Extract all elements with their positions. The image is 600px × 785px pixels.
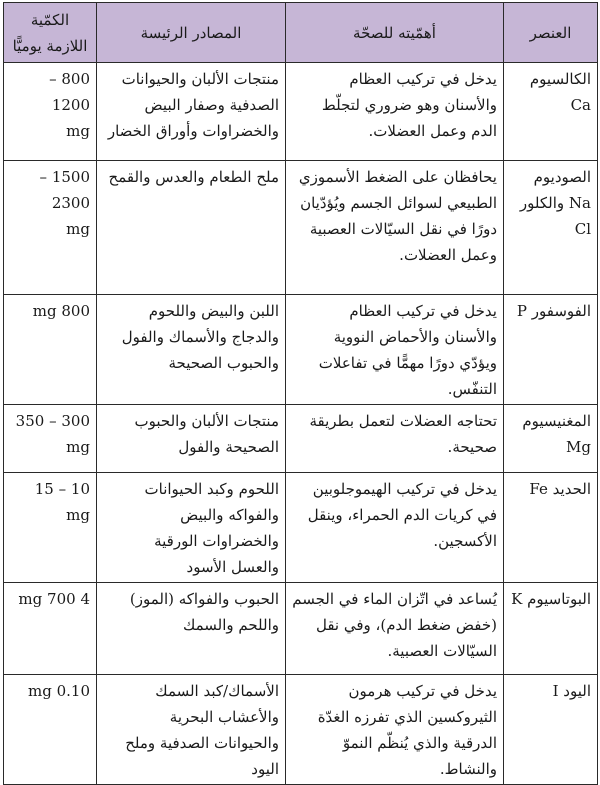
cell-importance: يدخل في تركيب الهيموجلوبين في كريات الدم الحمراء، وينقل الأكسجين. [286, 473, 504, 583]
header-sources: المصادر الرئيسة [97, 3, 286, 63]
cell-element: الحديد Fe [504, 473, 598, 583]
cell-sources: الأسماك/كبد السمك والأعشاب البحرية والحيوانات الصدفية وملح اليود [97, 675, 286, 785]
cell-importance: يحافظان على الضغط الأسموزي الطبيعي لسوائل الجسم ويُؤدّيان دورًا في نقل السيّالات العصبية وعمل العضلات. [286, 161, 504, 295]
table-row [4, 583, 598, 675]
cell-element: الصوديوم Na والكلور Cl [504, 161, 598, 295]
table-row [4, 295, 598, 405]
cell-sources: منتجات الألبان والحبوب الصحيحة والفول [97, 405, 286, 473]
header-element: العنصر [504, 3, 598, 63]
amount-line: 800 mg [32, 302, 90, 320]
amount-line: 800 – 1200 [49, 70, 90, 114]
cell-amount [4, 583, 97, 675]
cell-sources: اللحوم وكبد الحيوانات والفواكه والبيض والخضراوات الورقية والعسل الأسود [97, 473, 286, 583]
table-row [4, 405, 598, 473]
amount-line: mg [66, 122, 90, 140]
cell-element: اليود I [504, 675, 598, 785]
header-amount: الكمّية اللازمة يوميًّا [4, 3, 97, 63]
cell-amount [4, 161, 97, 295]
cell-importance: يدخل في تركيب هرمون الثيروكسين الذي تفرزه الغدّة الدرقية والذي يُنظّم النموّ والنشاط. [286, 675, 504, 785]
amount-line: 1500 – 2300 [39, 168, 90, 212]
cell-element: الفوسفور P [504, 295, 598, 405]
table-row [4, 161, 598, 295]
cell-importance: يدخل في تركيب العظام والأسنان وهو ضروري لتجلّط الدم وعمل العضلات. [286, 63, 504, 161]
cell-sources: منتجات الألبان والحيوانات الصدفية وصفار البيض والخضراوات وأوراق الخضار [97, 63, 286, 161]
cell-sources: اللبن والبيض واللحوم والدجاج والأسماك والفول والحبوب الصحيحة [97, 295, 286, 405]
amount-line: 10 – 15 mg [34, 480, 90, 524]
cell-amount [4, 473, 97, 583]
table-row [4, 473, 598, 583]
header-row [4, 3, 598, 63]
cell-amount [4, 675, 97, 785]
amount-line: 4 700 mg [18, 590, 90, 608]
cell-element: المغنيسيوم Mg [504, 405, 598, 473]
cell-element: البوتاسيوم K [504, 583, 598, 675]
amount-line: 300 – 350 [15, 412, 90, 430]
minerals-table [3, 2, 598, 785]
cell-amount [4, 405, 97, 473]
cell-amount [4, 295, 97, 405]
cell-sources: ملح الطعام والعدس والقمح [97, 161, 286, 295]
table-row [4, 63, 598, 161]
cell-amount [4, 63, 97, 161]
cell-importance: يدخل في تركيب العظام والأسنان والأحماض النووية ويؤدّي دورًا مهمًّا في تفاعلات التنفّس. [286, 295, 504, 405]
amount-line: 0.10 mg [27, 682, 90, 700]
cell-element: الكالسيوم Ca [504, 63, 598, 161]
table-row [4, 675, 598, 785]
amount-line: mg [66, 438, 90, 456]
header-importance: أهمّيته للصحّة [286, 3, 504, 63]
amount-line: mg [66, 220, 90, 238]
cell-sources: الحبوب والفواكه (الموز) واللحم والسمك [97, 583, 286, 675]
cell-importance: يُساعد في اتّزان الماء في الجسم (خفض ضغط الدم)، وفي نقل السيّالات العصبية. [286, 583, 504, 675]
cell-importance: تحتاجه العضلات لتعمل بطريقة صحيحة. [286, 405, 504, 473]
